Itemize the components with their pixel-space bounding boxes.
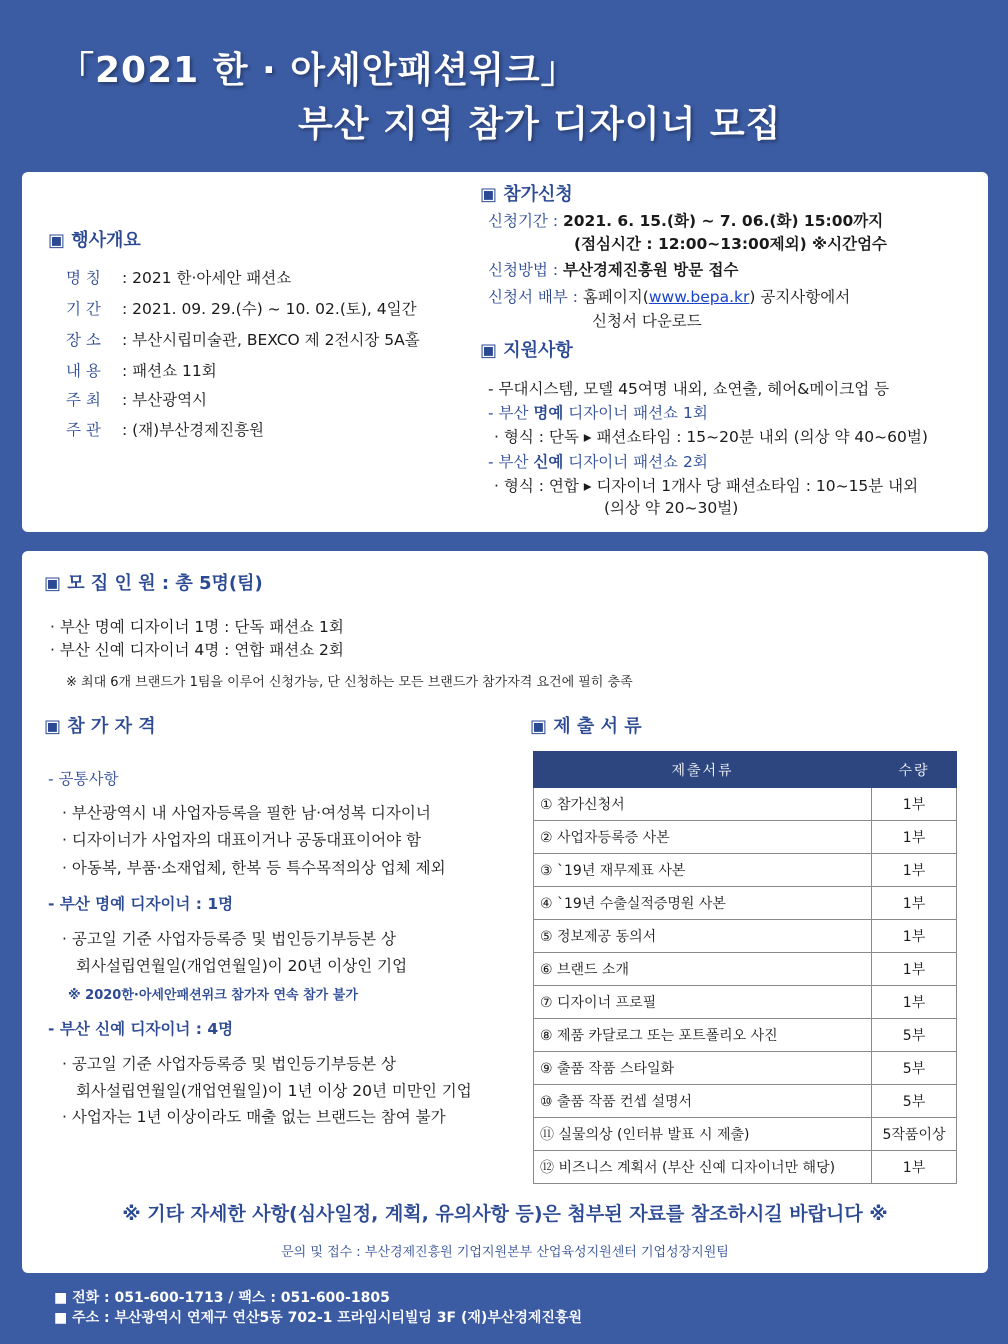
- doc-name: ⑨ 출품 작품 스타일화: [534, 1052, 872, 1085]
- qualify-new-head: - 부산 신예 디자이너 : 4명: [48, 1020, 234, 1038]
- bepa-link[interactable]: www.bepa.kr: [648, 288, 750, 306]
- footer-main-note: ※ 기타 자세한 사항(심사일정, 계획, 유의사항 등)은 첨부된 자료를 참조하시길 바랍니다 ※: [122, 1203, 888, 1225]
- overview-item: 기 간 : 2021. 09. 29.(수) ~ 10. 02.(토), 4일간: [66, 300, 417, 318]
- docs-col-name: 제출서류: [534, 752, 872, 788]
- qualify-common-item: · 부산광역시 내 사업자등록을 필한 남·여성복 디자이너: [62, 804, 431, 822]
- docs-heading: ▣ 제 출 서 류: [530, 716, 642, 737]
- doc-qty: 1부: [872, 1151, 957, 1184]
- docs-table: [533, 751, 957, 1184]
- doc-qty: 5부: [872, 1052, 957, 1085]
- apply-heading: ▣ 참가신청: [480, 184, 573, 205]
- table-row: [534, 986, 957, 1019]
- doc-name: ⑦ 디자이너 프로필: [534, 986, 872, 1019]
- overview-item: 명 칭 : 2021 한·아세안 패션쇼: [66, 269, 292, 287]
- support-heading: ▣ 지원사항: [480, 340, 573, 361]
- doc-qty: 5부: [872, 1085, 957, 1118]
- qualify-common-item: · 디자이너가 사업자의 대표이거나 공동대표이어야 함: [62, 831, 421, 849]
- overview-item: 주 관 : (재)부산경제진흥원: [66, 421, 265, 439]
- doc-qty: 1부: [872, 887, 957, 920]
- event-info-panel: [22, 172, 988, 532]
- doc-qty: 1부: [872, 821, 957, 854]
- qualify-honor-head: - 부산 명예 디자이너 : 1명: [48, 895, 234, 913]
- qualify-common-item: · 아동복, 부품·소재업체, 한복 등 특수목적의상 업체 제외: [62, 859, 446, 877]
- doc-name: ⑤ 정보제공 동의서: [534, 920, 872, 953]
- footer-address: ■ 주소 : 부산광역시 연제구 연산5동 702-1 프라임시티빌딩 3F (재)부산경제진흥원: [54, 1310, 582, 1326]
- doc-name: ⑩ 출품 작품 컨셉 설명서: [534, 1085, 872, 1118]
- recruit-line: · 부산 명예 디자이너 1명 : 단독 패션쇼 1회: [50, 618, 344, 636]
- table-row: [534, 1052, 957, 1085]
- overview-item: 내 용 : 패션쇼 11회: [66, 362, 217, 380]
- doc-name: ① 참가신청서: [534, 788, 872, 821]
- footer-phone: ■ 전화 : 051-600-1713 / 팩스 : 051-600-1805: [54, 1290, 390, 1306]
- recruit-heading: ▣ 모 집 인 원 : 총 5명(팀): [44, 573, 263, 594]
- qualify-common-head: - 공통사항: [48, 770, 119, 788]
- support-line: - 부산 신예 디자이너 패션쇼 2회: [488, 453, 708, 471]
- table-row: [534, 887, 957, 920]
- overview-item: 주 최 : 부산광역시: [66, 391, 208, 409]
- doc-qty: 1부: [872, 986, 957, 1019]
- doc-name: ⑥ 브랜드 소개: [534, 953, 872, 986]
- support-line: - 무대시스템, 모델 45여명 내외, 쇼연출, 헤어&메이크업 등: [488, 380, 890, 398]
- doc-name: ⑪ 실물의상 (인터뷰 발표 시 제출): [534, 1118, 872, 1151]
- page-title-line1: 「2021 한 · 아세안패션위크」: [58, 50, 578, 91]
- footer-contact: 문의 및 접수 : 부산경제진흥원 기업지원본부 산업육성지원센터 기업성장지원팀: [281, 1245, 729, 1260]
- doc-name: ② 사업자등록증 사본: [534, 821, 872, 854]
- qualify-honor-note: ※ 2020한·아세안패션위크 참가자 연속 참가 불가: [68, 988, 358, 1003]
- doc-qty: 1부: [872, 854, 957, 887]
- doc-qty: 1부: [872, 788, 957, 821]
- table-row: [534, 788, 957, 821]
- qualify-new-line: · 사업자는 1년 이상이라도 매출 없는 브랜드는 참여 불가: [62, 1108, 446, 1126]
- table-row: [534, 1085, 957, 1118]
- support-line: · 형식 : 연합 ▸ 디자이너 1개사 당 패션쇼타임 : 10~15분 내외: [494, 477, 919, 495]
- docs-table-header: [534, 752, 957, 788]
- qualify-honor-line: · 공고일 기준 사업자등록증 및 법인등기부등본 상: [62, 930, 396, 948]
- support-line: · 형식 : 단독 ▸ 패션쇼타임 : 15~20분 내외 (의상 약 40~60벌): [494, 428, 928, 446]
- table-row: [534, 854, 957, 887]
- table-row: [534, 953, 957, 986]
- table-row: [534, 1019, 957, 1052]
- doc-qty: 1부: [872, 920, 957, 953]
- table-row: [534, 1118, 957, 1151]
- overview-item: 장 소 : 부산시립미술관, BEXCO 제 2전시장 5A홀: [66, 331, 420, 349]
- doc-name: ③ `19년 재무제표 사본: [534, 854, 872, 887]
- support-line: (의상 약 20~30벌): [604, 499, 739, 517]
- doc-name: ④ `19년 수출실적증명원 사본: [534, 887, 872, 920]
- qualify-heading: ▣ 참 가 자 격: [44, 716, 156, 737]
- overview-heading: ▣ 행사개요: [48, 230, 141, 251]
- apply-method: 신청방법 : 부산경제진흥원 방문 접수: [488, 261, 739, 279]
- doc-name: ⑧ 제품 카달로그 또는 포트폴리오 사진: [534, 1019, 872, 1052]
- doc-qty: 5부: [872, 1019, 957, 1052]
- apply-form: 신청서 배부 : 홈페이지(www.bepa.kr) 공지사항에서: [488, 288, 851, 306]
- docs-col-qty: 수량: [872, 752, 957, 788]
- qualify-new-line: 회사설립연월일(개업연월일)이 1년 이상 20년 미만인 기업: [76, 1082, 472, 1100]
- recruit-note: ※ 최대 6개 브랜드가 1팀을 이루어 신청가능, 단 신청하는 모든 브랜드가 참가자격 요건에 필히 충족: [66, 675, 633, 690]
- doc-name: ⑫ 비즈니스 계획서 (부산 신예 디자이너만 해당): [534, 1151, 872, 1184]
- apply-form-line2: 신청서 다운로드: [592, 312, 702, 330]
- doc-qty: 1부: [872, 953, 957, 986]
- page-title-line2: 부산 지역 참가 디자이너 모집: [298, 104, 782, 145]
- table-row: [534, 920, 957, 953]
- qualify-honor-line: 회사설립연월일(개업연월일)이 20년 이상인 기업: [76, 957, 408, 975]
- apply-period-note: (점심시간 : 12:00~13:00제외) ※시간엄수: [574, 235, 888, 253]
- table-row: [534, 821, 957, 854]
- apply-period: 신청기간 : 2021. 6. 15.(화) ~ 7. 06.(화) 15:00까지: [488, 212, 884, 230]
- doc-qty: 5작품이상: [872, 1118, 957, 1151]
- qualify-new-line: · 공고일 기준 사업자등록증 및 법인등기부등본 상: [62, 1055, 396, 1073]
- support-line: - 부산 명예 디자이너 패션쇼 1회: [488, 404, 708, 422]
- table-row: [534, 1151, 957, 1184]
- recruit-line: · 부산 신예 디자이너 4명 : 연합 패션쇼 2회: [50, 641, 344, 659]
